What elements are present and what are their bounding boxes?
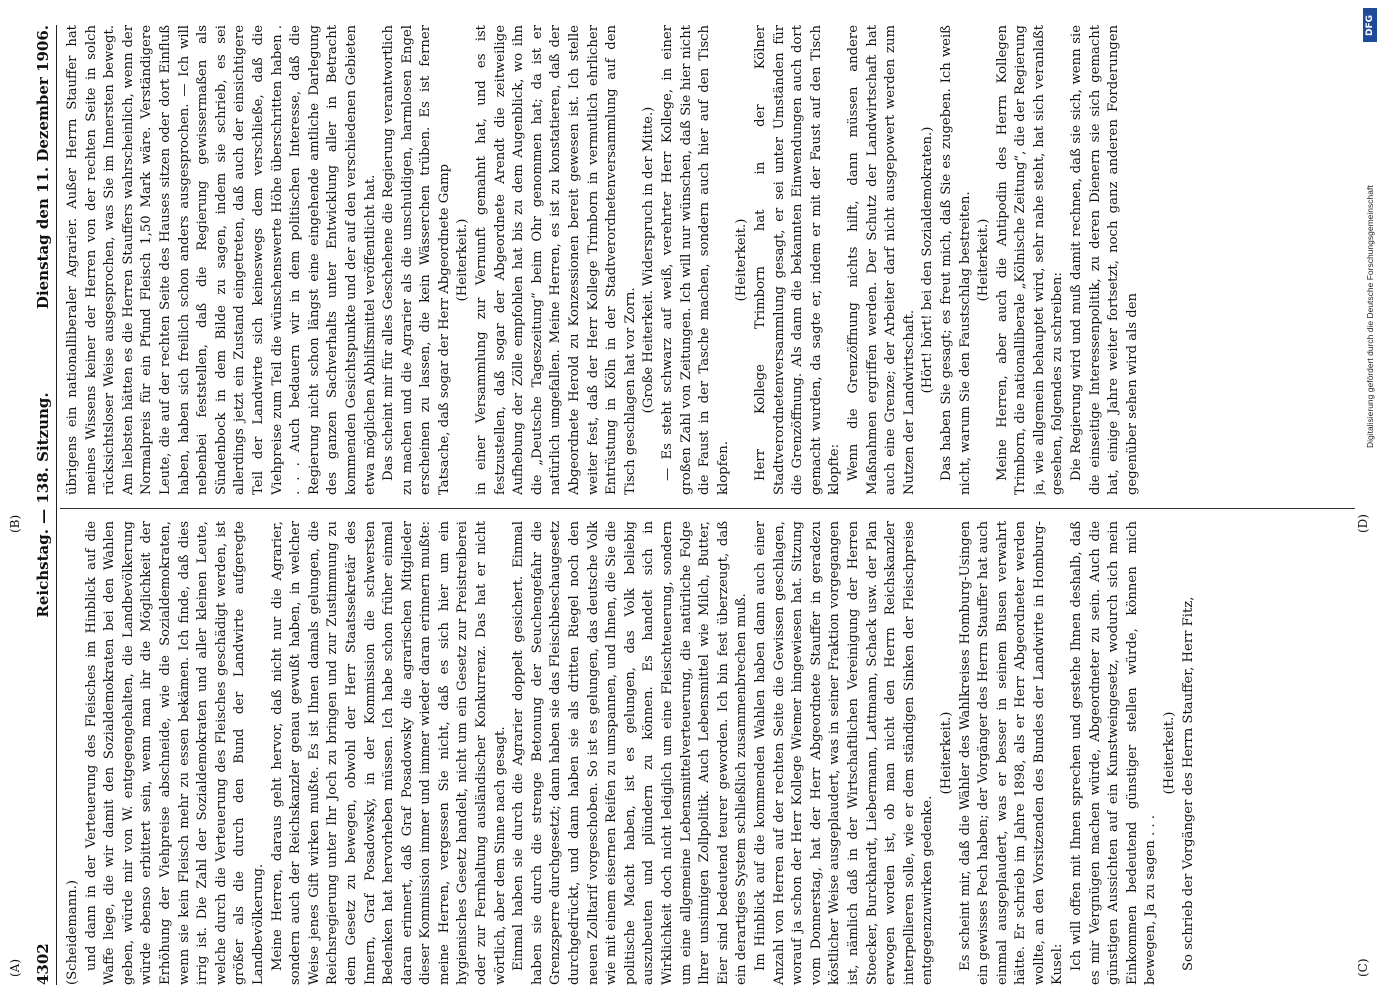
paragraph: Meine Herren, daraus geht hervor, daß nicht nur die Agrarier, sondern auch der Reichskanzler genau gewußt haben, in welcher Weise jenes Gift wirken mußte. Es ist Ihnen damals gelungen, die Reichsregierung unter Ihr Joch zu bringen und zur Zustimmung zu dem Gesetz zu bewegen, obwohl der Herr Staatssekretär des Innern, Graf Posadowsky, in der Kommission die schwersten Bedenken hat hervorheben müssen. Ich habe schon früher einmal daran erinnert, daß Graf Posadowsky die agrarischen Mitglieder dieser Kommission immer und immer wieder daran erinnern mußte: meine Herren, vergessen Sie nicht, daß es sich hier um ein hygienisches Gesetz handelt, nicht um ein Gesetz zur Preistreiberei oder zur Fernhaltung ausländischer Konkurrenz. Das hat er nicht wörtlich, aber dem Sinne nach gesagt. xyxy=(269,521,508,985)
paragraph: So schrieb der Vorgänger des Herrn Stauffer, Herr Fitz, xyxy=(1180,596,1196,971)
margin-mark-d: (D) xyxy=(1356,514,1370,533)
speaker-label: (Scheidemann.) xyxy=(65,879,80,985)
paragraph: und dann in der Verteuerung des Fleisches im Hinblick auf die Waffe liege, die wir damit den Sozialdemokraten bei den Wahlen geben, würde mir von W. entgegengehalten, die Landbevölkerung würde ebenso erbittert sein, wenn man ihr die Möglichkeit der Erhöhung der Viehpreise abschneide, wie die Sozialdemokraten, wenn sie kein Fleisch mehr zu essen bekämen. Ich finde, daß dies irrig ist. Die Zahl der Sozialdemokraten und aller kleinen Leute, welche durch die Verteuerung des Fleisches geschädigt werden, ist größer als die durch den Bund der Landwirte aufgeregte Landbevölkerung. xyxy=(83,521,266,985)
page-header xyxy=(30,25,57,985)
paragraph: Einmal haben sie durch die Agrarier doppelt gesichert. Einmal haben sie durch die strenge Betonung der Seuchengefahr die Grenzsperre durchgesetzt; dann haben sie das Fleischbeschaugesetz durchgedrückt, und dann haben sie als dritten Riegel noch den neuen Zolltarif vorgeschoben. So ist es gelungen, das deutsche Volk wie mit einem eisernen Reifen zu umspannen, und Ihnen, die Sie die politische Macht haben, ist es gelungen, das Volk beliebig auszubeuten und plündern zu können. Es handelt sich in Wirklichkeit doch nicht lediglich um eine Fleischteuerung, sondern um eine allgemeine Lebensmittelverteuerung, die natürliche Folge Ihrer unsinnigen Zollpolitik. Auch Lebensmittel wie Milch, Butter, Eier sind bedeutend teurer geworden. Ich bin fest überzeugt, daß ein derartiges System schließlich zusammenbrechen muß. xyxy=(511,521,750,985)
stage-direction: (Heiterkeit.) xyxy=(1162,711,1178,795)
stage-direction: (Heiterkeit.) xyxy=(938,711,954,795)
stage-direction: (Hört! hört! bei den Sozialdemokraten.) xyxy=(920,126,936,394)
stage-direction: (Große Heiterkeit. Widerspruch in der Mitte.) xyxy=(641,106,657,414)
digitization-credit-strip xyxy=(1362,8,1378,448)
left-column xyxy=(64,521,1354,985)
quotation: Die Regierung wird und muß damit rechnen, daß sie sich, wenn sie die einseitige Interessenpolitik, zu deren Dienern sie sich gemacht hat, einige Jahre weiter fortsetzt, noch ganz anderen Forderungen gegenüber sehen wird als den xyxy=(1069,25,1140,495)
stage-direction: (Heiterkeit.) xyxy=(976,218,992,302)
margin-mark-c: (C) xyxy=(1356,958,1370,977)
session-date: Dienstag den 11. Dezember 1906. xyxy=(34,25,52,310)
digitization-credit: Digitalisierung gefördert durch die Deutsche Forschungsgemeinschaft xyxy=(1365,185,1375,448)
quotation: Wenn die Grenzöffnung nichts hilft, dann müssen andere Maßnahmen ergriffen werden. Der Schutz der Landwirtschaft hat auch eine Grenze; der Arbeiter darf nicht ausgepowert werden zum Nutzen der Landwirtschaft. xyxy=(845,25,917,495)
paragraph: übrigens ein nationalliberaler Agrarier. Außer Herrn Stauffer hat meines Wissens keiner der Herren von der rechten Seite in solch rücksichtsloser Weise ausgesprochen, was Sie im Innersten bewegt. Am liebsten hätten es die Herren Stauffers wahrscheinlich, wenn der Normalpreis für ein Pfund Fleisch 1,50 Mark wäre. Verständigere Leute, die auf der rechten Seite des Hauses sitzen oder dort Einfluß haben, haben sich freilich schon anders ausgesprochen. — Ich will nebenbei feststellen, daß die Regierung gewissermaßen als Sündenbock in dem Bilde zu sagen, indem sie schrieb, es sei allerdings jetzt ein Zustand eingetreten, daß auch der einsichtigere Teil der Landwirte sich keineswegs dem verschließe, daß die Viehpreise zum Teil die wünschenswerte Höhe überschritten haben . . . . Auch bedauern wir in dem politischen Interesse, daß die Regierung nicht schon längst eine eingehende amtliche Darlegung des ganzen Sachverhalts unter Entwicklung aller in Betracht kommenden Gesichtspunkte und der auf den verschiedenen Gebieten etwa möglichen Abhilfsmittel veröffentlicht hat. xyxy=(65,25,378,495)
paragraph: Das scheint mir für alles Geschehene die Regierung verantwortlich zu machen und die Agrarier als die unschuldigen, harmlosen Engel erscheinen zu lassen, die kein Wässerchen trüben. Es ist ferner Tatsache, daß sogar der Herr Abgeordnete Gamp xyxy=(381,25,452,495)
dfg-logo: DFG xyxy=(1363,8,1377,42)
page-number: 4302 xyxy=(34,943,52,985)
quotation: Ich will offen mit Ihnen sprechen und gestehe Ihnen deshalb, daß es mir Vergnügen machen würde, Abgeordneter zu sein. Auch die günstigen Aussichten auf ein Kunstweingesetz, wodurch sich mein Einkommen bedeutend günstiger stellen würde, können mich bewegen, Ja zu sagen . . . xyxy=(1069,521,1159,985)
paragraph: Meine Herren, aber auch die Antipodin des Herrn Kollegen Trimborn, die nationalliberale „Kölnische Zeitung“, die der Regierung ja, wie allgemein behauptet wird, sehr nahe steht, hat sich veranlaßt gesehen, folgendes zu schreiben: xyxy=(994,25,1066,495)
paragraph: Im Hinblick auf die kommenden Wahlen haben dann auch einer Anzahl von Herren auf der rechten Seite die Gewissen geschlagen, worauf ja schon der Herr Kollege Wiemer hingewiesen hat. Sitzung vom Donnerstag, hat der Herr Abgeordnete Stauffer in geradezu köstlicher Weise ausgeplaudert, was in seiner Fraktion vorgegangen ist, nämlich daß in der Wirtschaftlichen Vereinigung der Herren Stoecker, Burckhardt, Liebermann, Lattmann, Schack usw. der Plan erwogen worden ist, ob man nicht den Herrn Reichskanzler interpellieren solle, wie er dem ständigen Sinken der Fleischpreise entgegenzuwirken gedenke. xyxy=(752,521,936,985)
stage-direction: (Heiterkeit.) xyxy=(455,218,471,302)
paragraph: in einer Versammlung zur Vernunft gemahnt hat, und es ist festzustellen, daß sogar der Abgeordnete Arendt die zeitweilige Aufhebung der Zölle empfohlen hat bis zu dem Augenblick, wo ihn die „Deutsche Tageszeitung“ beim Ohr genommen hat; da ist er natürlich umgefallen. Meine Herren, es ist zu konstatieren, daß der Abgeordnete Herold zu Konzessionen bereit gewesen ist. Ich stelle weiter fest, daß der Herr Kollege Trimborn in vermutlich ehrlicher Entrüstung in Köln in der Stadtverordnetenversammlung auf den Tisch geschlagen hat vor Zorn. xyxy=(474,25,638,495)
stage-direction: (Heiterkeit.) xyxy=(734,218,750,302)
margin-mark-a: (A) xyxy=(8,958,22,977)
paragraph: Herr Kollege Trimborn hat in der Kölner Stadtverordnetenversammlung gesagt, er sei unter Umständen für die Grenzöffnung. Als dann die bekannten Einwendungen auch dort gemacht wurden, da sagte er, indem er mit der Faust auf den Tisch klopfte: xyxy=(752,25,843,495)
margin-mark-b: (B) xyxy=(8,514,22,533)
right-column xyxy=(64,25,1354,495)
paragraph: — Es steht schwarz auf weiß, verehrter Herr Kollege, in einer großen Zahl von Zeitungen. Ich will nur wünschen, daß Sie hier nicht die Faust in der Tasche machen, sondern auch hier auf den Tisch klopfen. xyxy=(660,25,731,495)
column-divider xyxy=(60,508,1355,509)
paragraph: Das haben Sie gesagt; es freut mich, daß Sie es zugeben. Ich weiß nicht, warum Sie den Faustschlag bestreiten. xyxy=(938,25,973,495)
paragraph: Es scheint mir, daß die Wähler des Wahlkreises Homburg-Usingen ein gewisses Pech haben; der Vorgänger des Herrn Stauffer hat auch einmal ausgeplaudert, was er besser in seinem Busen verwahrt hätte. Er schrieb im Jahre 1898, als er Herr Abgeordneter werden wollte, an den Vorsitzenden des Bundes der Landwirte in Homburg-Kusel: xyxy=(957,521,1066,985)
running-title: Reichstag. — 138. Sitzung. xyxy=(34,392,52,618)
